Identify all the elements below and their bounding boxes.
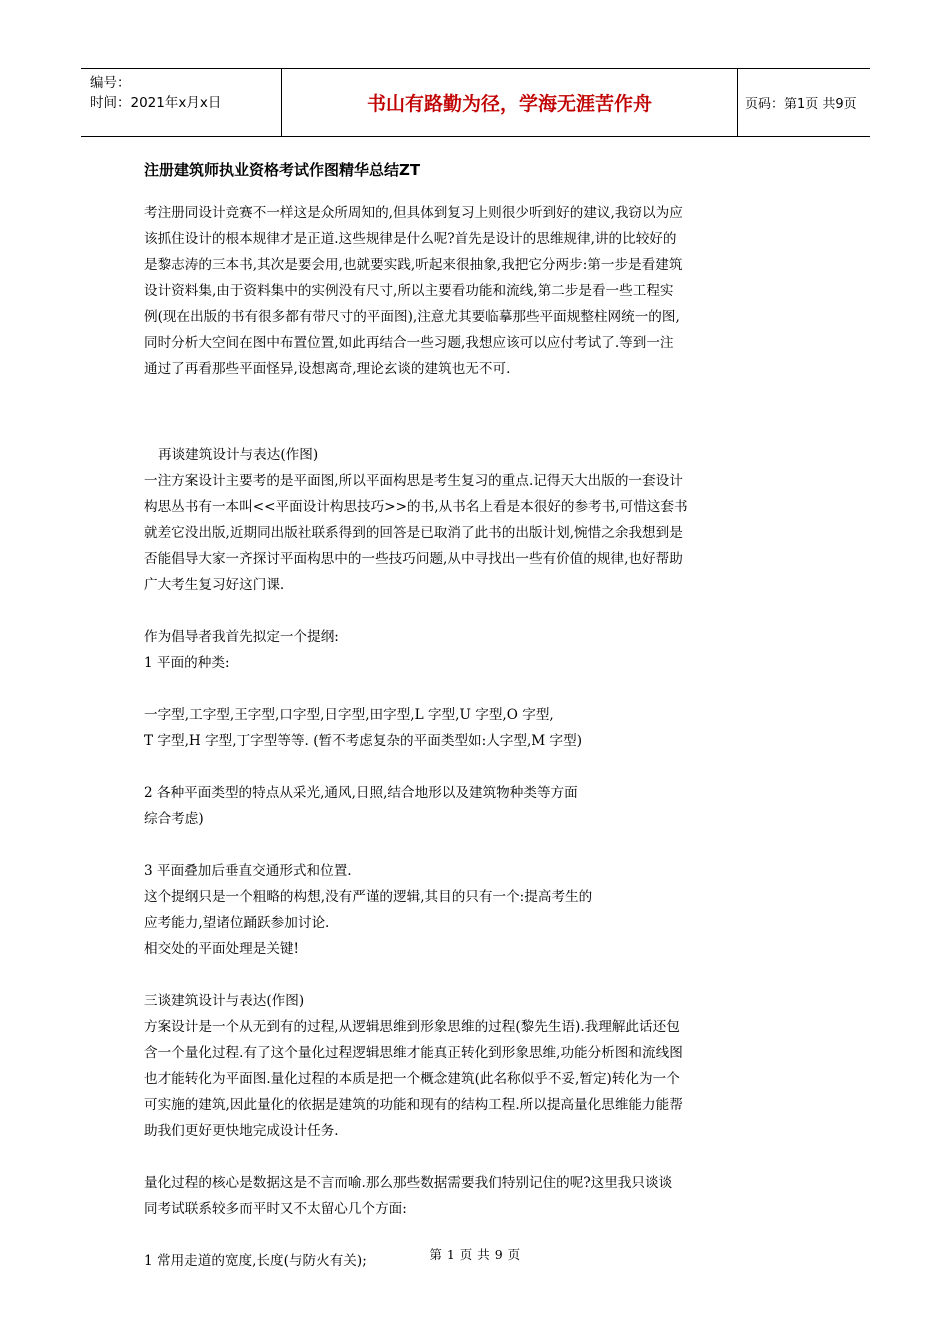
text-line: 也才能转化为平面图.量化过程的本质是把一个概念建筑(此名称似乎不妥,暂定)转化为一个 [144, 1071, 680, 1087]
text-line: 方案设计是一个从无到有的过程,从逻辑思维到形象思维的过程(黎先生语).我理解此话还包 [144, 1019, 680, 1035]
page-header [81, 68, 870, 137]
outline-intro: 作为倡导者我首先拟定一个提纲: [144, 629, 339, 645]
section-3 [144, 988, 812, 1144]
text-line: 通过了再看那些平面怪异,设想离奇,理论玄谈的建筑也无不可. [144, 361, 511, 377]
outline-item-3: 3 平面叠加后垂直交通形式和位置. [144, 863, 352, 879]
outline-item-2: 2 各种平面类型的特点从采光,通风,日照,结合地形以及建筑物种类等方面 [144, 785, 578, 801]
document-body [144, 150, 812, 1274]
text-line: 广大考生复习好这门课. [144, 577, 285, 593]
section-2 [144, 442, 812, 598]
text-line: 这个提纲只是一个粗略的构想,没有严谨的逻辑,其目的只有一个:提高考生的 [144, 889, 593, 905]
text-line: 设计资料集,由于资料集中的实例没有尺寸,所以主要看功能和流线,第二步是看一些工程实 [144, 283, 674, 299]
time-label: 时间：2021年x月x日 [90, 95, 222, 111]
text-line: 量化过程的核心是数据这是不言而喻.那么那些数据需要我们特别记住的呢?这里我只谈谈 [144, 1175, 673, 1191]
text-line: 助我们更好更快地完成设计任务. [144, 1123, 339, 1139]
text-line: 同时分析大空间在图中布置位置,如此再结合一些习题,我想应该可以应付考试了.等到一注 [144, 335, 674, 351]
text-line: 含一个量化过程.有了这个量化过程逻辑思维才能真正转化到形象思维,功能分析图和流线图 [144, 1045, 683, 1061]
text-line: 就差它没出版,近期同出版社联系得到的回答是已取消了此书的出版计划,惋惜之余我想到是 [144, 525, 683, 541]
text-line: 是黎志涛的三本书,其次是要会用,也就要实践,听起来很抽象,我把它分两步:第一步是看建筑 [144, 257, 683, 273]
text-line: 同考试联系较多而平时又不太留心几个方面: [144, 1201, 407, 1217]
section-heading: 再谈建筑设计与表达(作图) [158, 447, 319, 463]
header-meta [81, 69, 281, 136]
section-heading: 三谈建筑设计与表达(作图) [144, 993, 305, 1009]
header-page-info: 页码：第1页 共9页 [745, 97, 857, 112]
list-item: 1 常用走道的宽度,长度(与防火有关); [144, 1253, 367, 1269]
intro-paragraph [144, 200, 812, 382]
text-line: 一注方案设计主要考的是平面图,所以平面构思是考生复习的重点.记得天大出版的一套设计 [144, 473, 683, 489]
page-footer: 第 1 页 共 9 页 [429, 1247, 521, 1262]
outline-item-1: 1 平面的种类: [144, 655, 230, 671]
text-line: 应考能力,望诸位踊跃参加讨论. [144, 915, 330, 931]
document-title: 注册建筑师执业资格考试作图精华总结ZT [144, 161, 421, 179]
text-line: 否能倡导大家一齐探讨平面构思中的一些技巧问题,从中寻找出一些有价值的规律,也好帮助 [144, 551, 683, 567]
text-line: T 字型,H 字型,丁字型等等. (暂不考虑复杂的平面类型如:人字型,M 字型) [144, 733, 583, 749]
text-line: 一字型,工字型,王字型,口字型,日字型,田字型,L 字型,U 字型,O 字型, [144, 707, 554, 723]
text-line: 综合考虑) [144, 811, 204, 827]
text-line: 考注册同设计竞赛不一样这是众所周知的,但具体到复习上则很少听到好的建议,我窃以为应 [144, 205, 683, 221]
text-line: 该抓住设计的根本规律才是正道.这些规律是什么呢?首先是设计的思维规律,讲的比较好的 [144, 231, 677, 247]
outline [144, 624, 812, 962]
header-motto: 书山有路勤为径，学海无涯苦作舟 [281, 69, 738, 136]
text-line: 可实施的建筑,因此量化的依据是建筑的功能和现有的结构工程.所以提高量化思维能力能帮 [144, 1097, 683, 1113]
text-line: 相交处的平面处理是关键! [144, 941, 299, 957]
text-line: 构思丛书有一本叫<<平面设计构思技巧>>的书,从书名上看是本很好的参考书,可惜这套书 [144, 499, 688, 515]
number-label: 编号： [90, 75, 131, 91]
text-line: 例(现在出版的书有很多都有带尺寸的平面图),注意尤其要临摹那些平面规整柱网统一的图, [144, 309, 680, 325]
